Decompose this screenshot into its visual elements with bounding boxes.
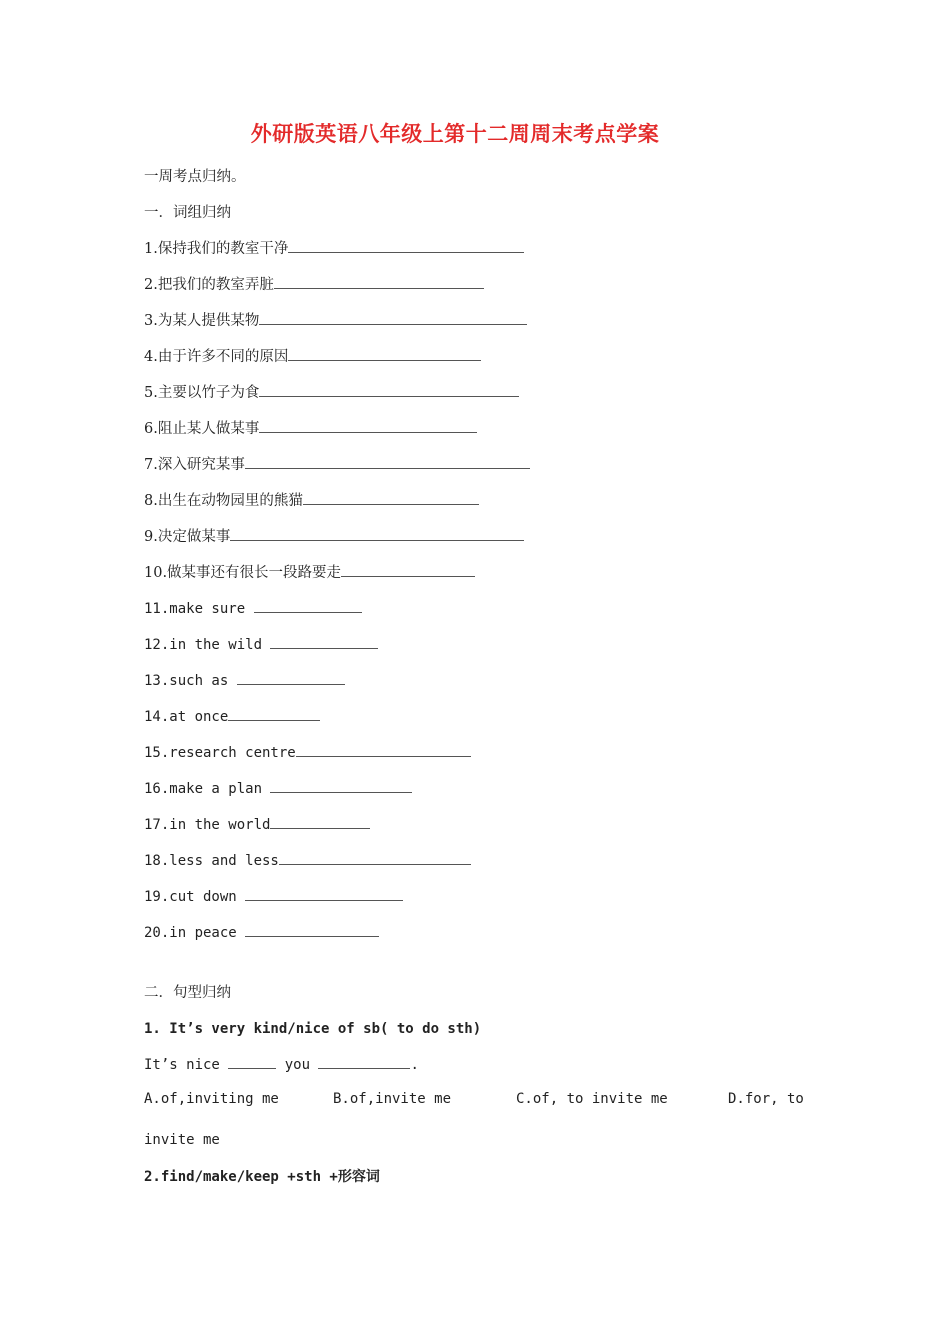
answer-blank[interactable] [230,527,524,541]
answer-blank[interactable] [245,455,530,469]
answer-blank[interactable] [228,1055,276,1069]
answer-blank[interactable] [270,635,378,649]
item-text: 3.为某人提供某物 [144,313,260,329]
list-item [144,527,524,547]
answer-blank[interactable] [303,491,479,505]
option-d-continued: invite me [144,1132,220,1148]
answer-blank[interactable] [259,383,519,397]
answer-blank[interactable] [228,707,320,721]
answer-blank[interactable] [254,599,362,613]
answer-blank[interactable] [318,1055,410,1069]
answer-blank[interactable] [288,347,481,361]
item-text: 16.make a plan [144,781,271,797]
answer-blank[interactable] [296,743,471,757]
answer-blank[interactable] [259,419,477,433]
item-text: 14.at once [144,709,229,725]
list-item [144,923,379,943]
item-text: 11.make sure [144,601,254,617]
item-text: 12.in the wild [144,637,271,653]
item-text: 2.把我们的教室弄脏 [144,277,274,293]
item-text: 13.such as [144,673,237,689]
item-text: 4.由于许多不同的原因 [144,349,289,365]
list-item [144,347,481,367]
list-item [144,887,403,907]
list-item [144,239,524,259]
question-text-b: you [284,1057,311,1073]
sentence-pattern-2: 2.find/make/keep +sth +形容词 [144,1169,380,1185]
question-end: . [410,1057,419,1073]
page-title: 外研版英语八年级上第十二周周末考点学案 [250,122,660,146]
list-item [144,275,484,295]
intro-text: 一周考点归纳。 [144,169,246,185]
list-item [144,563,475,583]
question [144,1055,419,1075]
item-text: 8.出生在动物园里的熊猫 [144,493,303,509]
item-text: 19.cut down [144,889,246,905]
answer-blank[interactable] [270,815,370,829]
option-a[interactable]: A.of,inviting me [144,1091,279,1107]
item-text: 1.保持我们的教室干净 [144,241,289,257]
list-item [144,383,519,403]
item-text: 15.research centre [144,745,296,761]
list-item [144,599,362,619]
list-item [144,491,479,511]
list-item [144,815,370,835]
list-item [144,311,527,331]
answer-blank[interactable] [288,239,524,253]
list-item [144,671,345,691]
answer-blank[interactable] [245,887,403,901]
list-item [144,635,378,655]
answer-blank[interactable] [237,671,345,685]
list-item [144,455,530,475]
sentence-pattern-1: 1. It’s very kind/nice of sb( to do sth) [144,1021,482,1037]
item-text: 20.in peace [144,925,246,941]
answer-blank[interactable] [274,275,484,289]
item-text: 5.主要以竹子为食 [144,385,260,401]
answer-blank[interactable] [245,923,379,937]
list-item [144,419,477,439]
option-d[interactable]: D.for, to [728,1091,804,1107]
answer-blank[interactable] [270,779,412,793]
list-item [144,779,412,799]
section1-heading: 一．词组归纳 [144,205,231,221]
item-text: 17.in the world [144,817,271,833]
option-c[interactable]: C.of, to invite me [516,1091,668,1107]
item-text: 18.less and less [144,853,279,869]
item-text: 9.决定做某事 [144,529,231,545]
list-item [144,851,471,871]
answer-blank[interactable] [341,563,475,577]
section2-heading: 二．句型归纳 [144,985,231,1001]
item-text: 6.阻止某人做某事 [144,421,260,437]
list-item [144,707,320,727]
item-text: 10.做某事还有很长一段路要走 [144,565,342,581]
question-text-a: It’s nice [144,1057,220,1073]
answer-blank[interactable] [279,851,471,865]
answer-blank[interactable] [259,311,527,325]
option-b[interactable]: B.of,invite me [333,1091,452,1107]
list-item [144,743,471,763]
item-text: 7.深入研究某事 [144,457,245,473]
